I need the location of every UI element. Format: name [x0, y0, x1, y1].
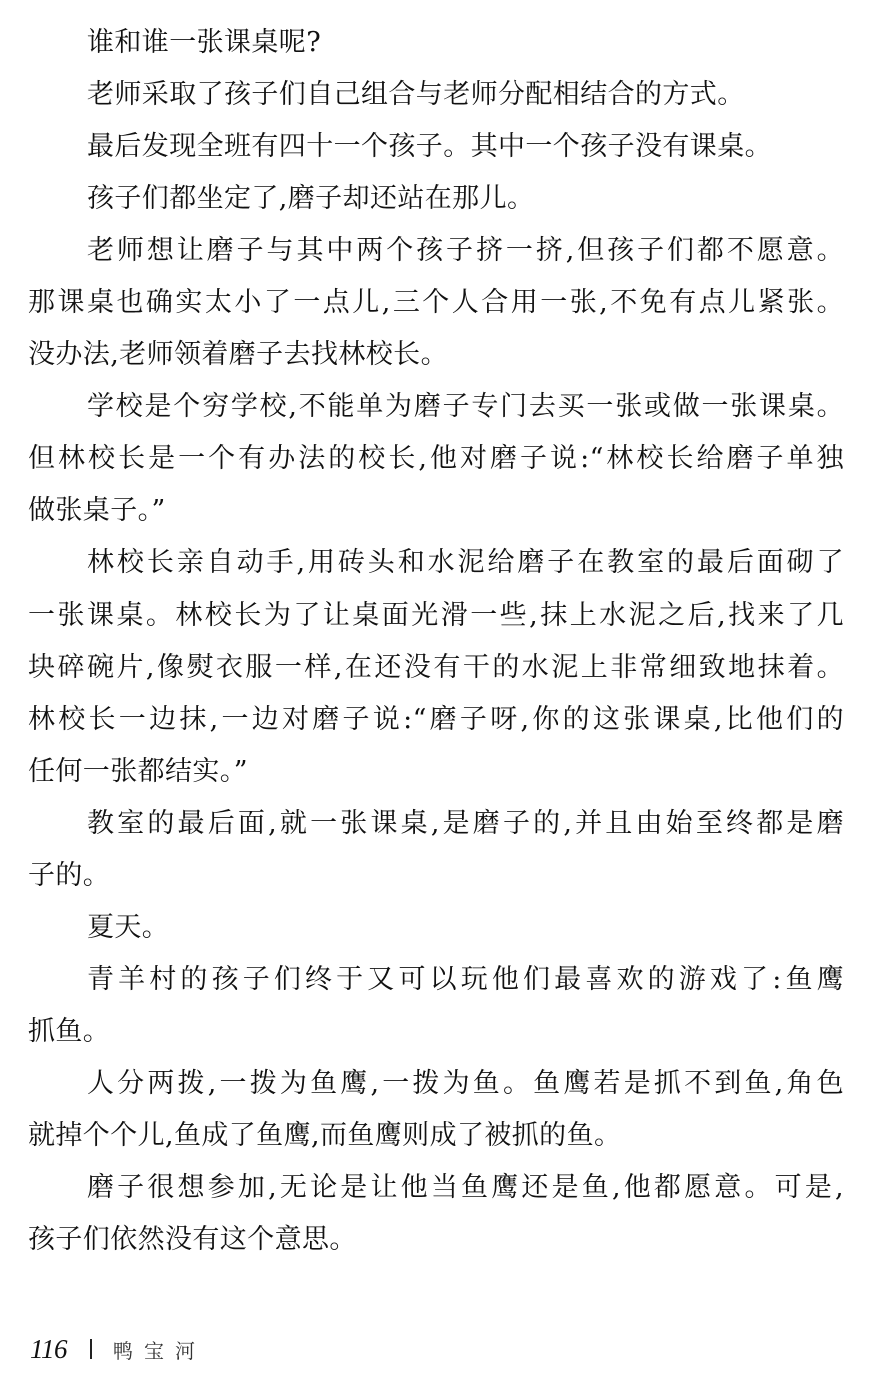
text-line: 抓鱼。 — [28, 1015, 111, 1047]
text-line: 青羊村的孩子们终于又可以玩他们最喜欢的游戏了:鱼鹰 — [87, 963, 844, 995]
text-line: 老师采取了孩子们自己组合与老师分配相结合的方式。 — [87, 79, 745, 111]
footer-divider — [90, 1339, 92, 1359]
text-line: 林校长一边抹,一边对磨子说:“磨子呀,你的这张课桌,比他们的 — [28, 703, 844, 735]
paragraph — [28, 121, 844, 173]
text-line: 孩子们依然没有这个意思。 — [28, 1224, 357, 1256]
text-line: 孩子们都坐定了,磨子却还站在那儿。 — [87, 183, 535, 215]
text-line: 人分两拨,一拨为鱼鹰,一拨为鱼。鱼鹰若是抓不到鱼,角色 — [87, 1067, 844, 1099]
book-title: 鸭宝河 — [113, 1338, 206, 1363]
text-line: 老师想让磨子与其中两个孩子挤一挤,但孩子们都不愿意。 — [87, 235, 844, 267]
text-line: 但林校长是一个有办法的校长,他对磨子说:“林校长给磨子单独 — [28, 443, 844, 475]
paragraph — [28, 1058, 844, 1162]
paragraph — [28, 381, 844, 537]
page-number: 116 — [30, 1333, 67, 1364]
text-line: 做张桌子。” — [28, 495, 166, 527]
text-line: 块碎碗片,像熨衣服一样,在还没有干的水泥上非常细致地抹着。 — [28, 651, 844, 683]
text-line: 学校是个穷学校,不能单为磨子专门去买一张或做一张课桌。 — [87, 391, 844, 423]
page-footer — [30, 1331, 206, 1367]
text-line: 没办法,老师领着磨子去找林校长。 — [28, 339, 448, 371]
text-line: 夏天。 — [87, 911, 170, 943]
text-line: 子的。 — [28, 859, 111, 891]
paragraph — [28, 17, 844, 69]
paragraph — [28, 173, 844, 225]
paragraph — [28, 902, 844, 954]
text-line: 磨子很想参加,无论是让他当鱼鹰还是鱼,他都愿意。可是, — [87, 1172, 844, 1204]
text-line: 最后发现全班有四十一个孩子。其中一个孩子没有课桌。 — [87, 131, 772, 163]
paragraph — [28, 954, 844, 1058]
text-line: 那课桌也确实太小了一点儿,三个人合用一张,不免有点儿紧张。 — [28, 287, 844, 319]
text-line: 林校长亲自动手,用砖头和水泥给磨子在教室的最后面砌了 — [87, 547, 844, 579]
body-text — [28, 17, 844, 1266]
text-line: 一张课桌。林校长为了让桌面光滑一些,抹上水泥之后,找来了几 — [28, 599, 844, 631]
text-line: 任何一张都结实。” — [28, 755, 248, 787]
text-line: 谁和谁一张课桌呢? — [87, 27, 322, 58]
paragraph — [28, 537, 844, 797]
text-line: 就掉个个儿,鱼成了鱼鹰,而鱼鹰则成了被抓的鱼。 — [28, 1119, 622, 1151]
paragraph — [28, 1162, 844, 1266]
paragraph — [28, 225, 844, 381]
paragraph — [28, 798, 844, 902]
text-line: 教室的最后面,就一张课桌,是磨子的,并且由始至终都是磨 — [87, 807, 844, 839]
paragraph — [28, 69, 844, 121]
